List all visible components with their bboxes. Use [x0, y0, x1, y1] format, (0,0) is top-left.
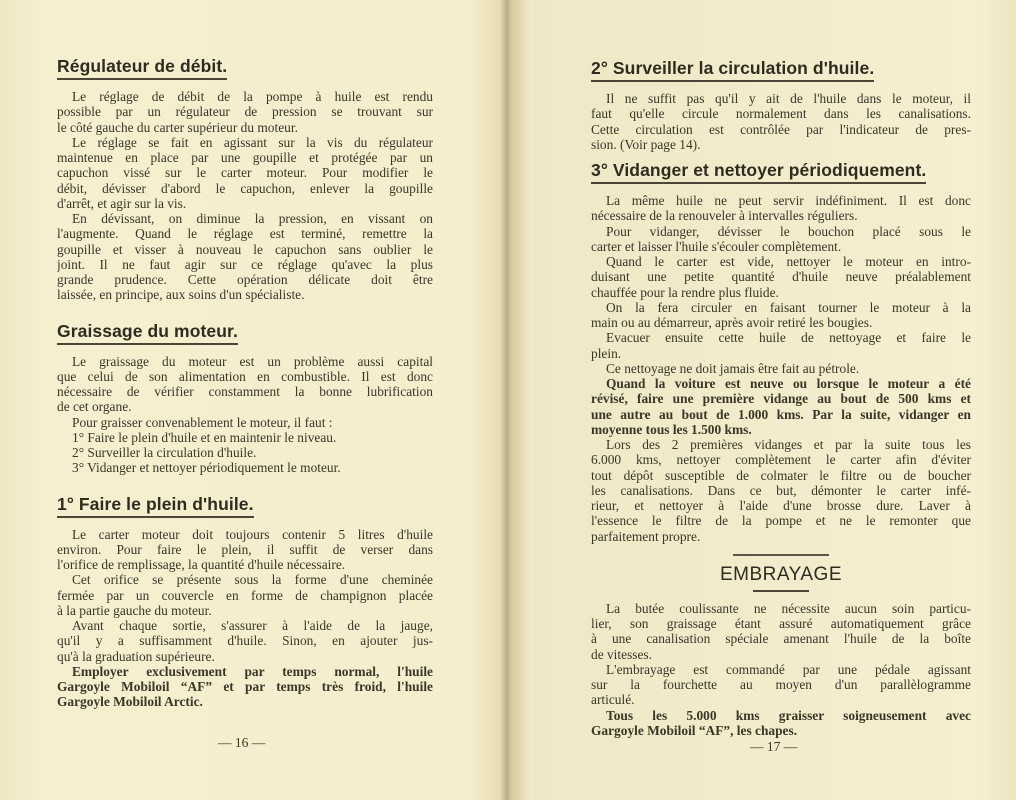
text-line: l'orifice de remplissage, la quantité d'huile nécessaire.	[57, 557, 346, 572]
paragraph	[591, 224, 971, 255]
text-line: Le réglage de débit de la pompe à huile est rendu	[72, 89, 433, 104]
text-line: sion. (Voir page 14).	[591, 136, 701, 152]
text-line: joint. Il ne faut agir sur ce réglage qu'avec la plus	[57, 256, 433, 272]
text-line: Le carter moteur doit toujours contenir 5 litres d'huile	[72, 526, 433, 542]
text-line: tout dépôt susceptible de colmater le filtre ou de boucher	[591, 467, 971, 483]
paragraph	[591, 193, 971, 224]
text-line: moyenne tous les 1.500 kms.	[591, 421, 752, 437]
text-line: possible par un régulateur de pression se trouvant sur	[57, 104, 433, 120]
text-line: Il ne suffit pas qu'il y ait de l'huile dans le moteur, il	[606, 91, 971, 106]
text-line: faut qu'elle circule normalement dans les canalisations.	[591, 106, 971, 122]
paragraph	[57, 664, 433, 710]
text-line: articulé.	[591, 692, 635, 708]
text-line: à la partie gauche du moteur.	[57, 602, 212, 618]
text-line: rieur, et nettoyer à l'aide d'une brosse dure. Laver à	[591, 498, 971, 513]
text-line: chauffée pour la rendre plus fluide.	[591, 284, 779, 300]
text-line: L'embrayage est commandé par une pédale agissant	[606, 661, 971, 677]
section-heading: Graissage du moteur.	[57, 321, 238, 345]
text-line: Evacuer ensuite cette huile de nettoyage et faire le	[606, 330, 971, 346]
text-line: Gargoyle Mobiloil “AF” et par temps très froid, l'huile	[57, 679, 433, 694]
paragraph	[57, 415, 433, 430]
paragraph	[591, 437, 971, 544]
paragraph	[591, 91, 971, 152]
section-heading: 2° Surveiller la circulation d'huile.	[591, 58, 874, 82]
list-item: 2° Surveiller la circulation d'huile.	[72, 445, 257, 460]
paragraph	[57, 135, 433, 211]
page-number: — 17 —	[750, 739, 798, 754]
text-line: nécessaire de la renouveler à intervalles réguliers.	[591, 208, 858, 224]
paragraph	[57, 527, 433, 573]
paragraph	[591, 300, 971, 331]
text-line: Pour vidanger, dévisser le bouchon placé sous le	[606, 223, 971, 239]
text-line: goupille et visser à nouveau le capuchon sans oublier le	[57, 241, 433, 257]
text-line: Cet orifice se présente sous la forme d'une cheminée	[72, 572, 433, 588]
text-line: de cet organe.	[57, 399, 132, 415]
text-line: le côté gauche du carter supérieur du moteur.	[57, 119, 298, 135]
text-line: nécessaire de vérifier constamment la bonne lubrification	[57, 384, 433, 399]
text-line: En dévissant, on diminue la pression, en vissant on	[72, 211, 433, 226]
page-16	[0, 0, 505, 800]
text-line: Le réglage se fait en agissant sur la vis du régulateur	[72, 134, 433, 150]
text-line: capuchon vissé sur le carter moteur. Pour modifier le	[57, 165, 433, 181]
text-line: sur la fourchette au moyen d'un parallèlogramme	[591, 677, 971, 692]
text-line: plein.	[591, 345, 622, 361]
text-line: maintenue en place par une goupille et protégée par un	[57, 150, 433, 165]
text-line: fermée par un couvercle en forme de champignon placée	[57, 587, 433, 603]
text-line: main ou au démarreur, après avoir retiré les bougies.	[591, 315, 873, 330]
text-line: Tous les 5.000 kms graisser soigneusement avec	[606, 707, 971, 723]
text-line: Cette circulation est contrôlée par l'indicateur de pres-	[591, 121, 971, 137]
text-line: On la fera circuler en faisant tourner le moteur à la	[606, 299, 971, 315]
text-line: parfaitement propre.	[591, 528, 701, 544]
section-heading: 3° Vidanger et nettoyer périodiquement.	[591, 160, 926, 184]
text-line: que celui de son alimentation en combustible. Il est donc	[57, 368, 433, 384]
text-line: une autre au bout de 1.000 kms. Par la suite, vidanger en	[591, 406, 971, 422]
page-number: — 16 —	[218, 735, 266, 750]
text-line: qu'il y a suffisamment d'huile. Sinon, en ajouter jus-	[57, 633, 433, 649]
section	[591, 160, 971, 544]
text-line: débit, dévisser d'abord le capuchon, enlever la goupille	[57, 180, 433, 196]
text-line: grande prudence. Cette opération délicate doit être	[57, 272, 433, 287]
section-heading: 1° Faire le plein d'huile.	[57, 494, 254, 518]
page-16-content	[57, 56, 433, 724]
text-line: révisé, faire une première vidange au bout de 500 kms et	[591, 391, 971, 407]
text-line: l'augmente. Quand le réglage est terminé, remettre la	[57, 226, 433, 242]
text-line: La butée coulissante ne nécessite aucun soin particu-	[606, 600, 971, 616]
page-17	[510, 0, 1016, 800]
text-line: La même huile ne peut servir indéfiniment. Il est donc	[606, 193, 971, 208]
paragraph	[57, 354, 433, 415]
section	[57, 56, 433, 303]
text-line: les canalisations. Dans ce but, démonter le carter infé-	[591, 482, 971, 498]
text-line: Gargoyle Mobiloil Arctic.	[57, 694, 203, 710]
text-line: Gargoyle Mobiloil “AF”, les chapes.	[591, 722, 798, 738]
section	[57, 321, 433, 476]
text-line: de vitesses.	[591, 646, 652, 662]
text-line: duisant une petite quantité d'huile neuve préalablement	[591, 269, 971, 285]
paragraph	[57, 211, 433, 303]
text-line: Le graissage du moteur est un problème aussi capital	[72, 353, 433, 369]
paragraph	[591, 708, 971, 739]
text-line: 6.000 kms, nettoyer complètement le carter afin d'éviter	[591, 452, 971, 468]
section-divider	[733, 554, 829, 556]
list-item: 1° Faire le plein d'huile et en maintenir le niveau.	[72, 429, 337, 445]
text-line: Ce nettoyage ne doit jamais être fait au pétrole.	[606, 360, 860, 376]
text-line: carter et laisser l'huile s'écouler complètement.	[591, 238, 842, 254]
numbered-list	[57, 430, 433, 476]
text-line: à une canalisation spéciale amenant l'huile de la boîte	[591, 631, 971, 647]
section	[57, 494, 433, 710]
page-17-content	[591, 58, 971, 752]
text-line: Quand le carter est vide, nettoyer le moteur en intro-	[606, 254, 971, 269]
paragraph	[57, 572, 433, 618]
text-line: Avant chaque sortie, s'assurer à l'aide de la jauge,	[72, 618, 433, 633]
paragraph	[591, 254, 971, 300]
text-line: Pour graisser convenablement le moteur, il faut :	[72, 414, 333, 430]
text-line: d'arrêt, et agir sur la vis.	[57, 195, 187, 211]
text-line: environ. Pour faire le plein, il suffit de verser dans	[57, 541, 433, 557]
paragraph	[57, 618, 433, 664]
text-line: Employer exclusivement par temps normal, l'huile	[72, 663, 433, 679]
paragraph	[591, 361, 971, 376]
paragraph	[591, 601, 971, 662]
section	[591, 554, 971, 738]
list-item: 3° Vidanger et nettoyer périodiquement le moteur.	[72, 460, 341, 476]
section	[591, 58, 971, 152]
text-line: laissée, en principe, aux soins d'un spécialiste.	[57, 287, 305, 303]
paragraph	[57, 89, 433, 135]
paragraph	[591, 662, 971, 708]
text-line: Quand la voiture est neuve ou lorsque le moteur a été	[606, 376, 971, 391]
text-line: qu'à la graduation supérieure.	[57, 648, 215, 664]
section-heading: Régulateur de débit.	[57, 56, 227, 80]
paragraph	[591, 330, 971, 361]
paragraph	[591, 376, 971, 437]
section-heading: EMBRAYAGE	[719, 563, 843, 585]
text-line: l'essence le filtre de la pompe et ne le remonter que	[591, 513, 971, 529]
text-line: lier, son graissage étant assuré automatiquement grâce	[591, 616, 971, 631]
text-line: Lors des 2 premières vidanges et par la suite tous les	[606, 437, 971, 452]
